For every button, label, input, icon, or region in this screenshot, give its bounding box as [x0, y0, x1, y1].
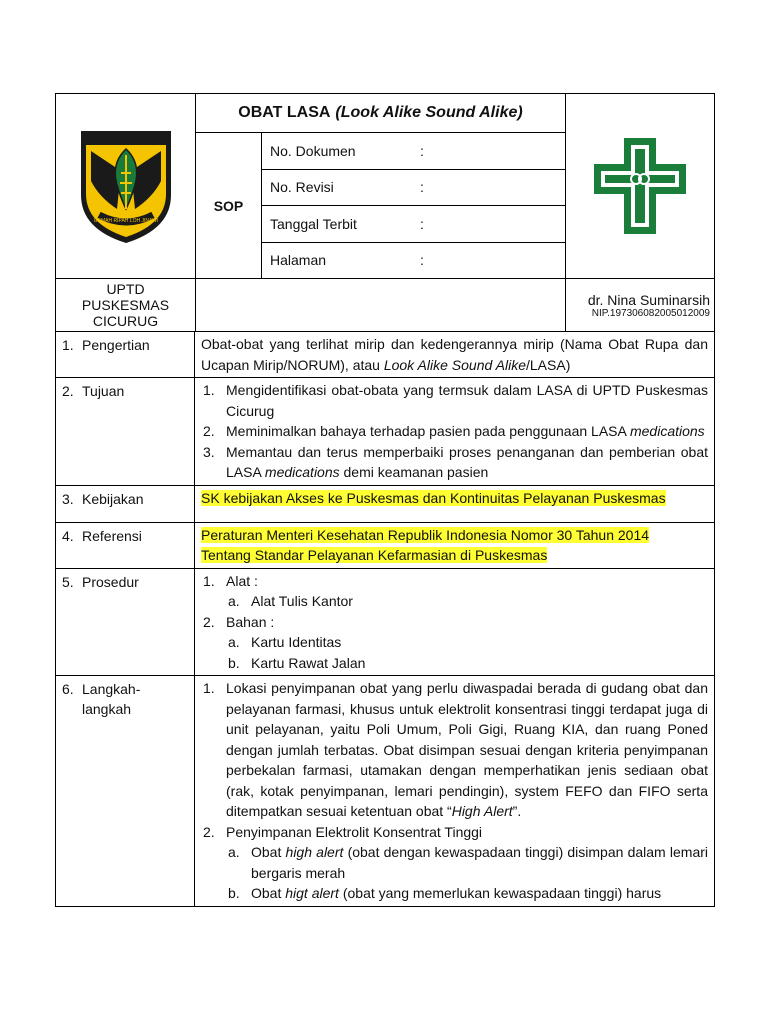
- list-text: [226, 678, 708, 822]
- list-item: [201, 612, 708, 633]
- section-content: [195, 523, 714, 568]
- title-main: OBAT LASA: [238, 104, 331, 121]
- signatory: [566, 279, 714, 331]
- uptd-name: [56, 279, 196, 331]
- crest-motto: GEMAH RIPAH LOH JINAWI: [93, 218, 158, 224]
- list-text: [226, 442, 708, 483]
- field-halaman: [262, 243, 565, 279]
- text-italic: higt alert: [285, 885, 339, 901]
- highlighted-text: Tentang Standar Pelayanan Kefarmasian di Puskesmas: [201, 547, 548, 563]
- list-marker: 1.: [203, 572, 215, 589]
- field-no-revisi: [262, 170, 565, 207]
- field-tanggal-terbit: [262, 206, 565, 243]
- title-italic: (Look Alike Sound Alike): [335, 104, 523, 121]
- section-content: [195, 486, 714, 522]
- list-text: Kartu Rawat Jalan: [251, 654, 366, 671]
- section-content: [195, 676, 714, 906]
- section-title: Tujuan: [82, 383, 125, 399]
- section-tujuan: [56, 377, 714, 485]
- list-text: Alat :: [226, 572, 258, 589]
- uptd-row: [56, 278, 714, 331]
- text-italic: Look Alike Sound Alike: [383, 356, 526, 373]
- list-text: [226, 421, 708, 442]
- section-title: Referensi: [82, 527, 142, 544]
- section-content: [195, 332, 714, 377]
- list-marker: 1.: [203, 382, 215, 398]
- left-logo-cell: [56, 94, 196, 278]
- list-text: Alat Tulis Kantor: [251, 593, 353, 609]
- document-title: [196, 94, 565, 133]
- list-text: Mengidentifikasi obat-obata yang termsuk dalam LASA di UPTD Puskesmas Cicurug: [226, 382, 708, 419]
- field-label: Halaman: [270, 252, 327, 269]
- right-logo-cell: [566, 94, 714, 278]
- section-pengertian: [56, 331, 714, 377]
- sop-label: SOP: [196, 133, 262, 278]
- text: (obat yang memerlukan kewaspadaan tinggi) harus: [338, 885, 662, 901]
- section-content: [195, 378, 714, 485]
- text: ”.: [512, 803, 522, 819]
- text: (obat dengan kewaspadaan tinggi) disimpan dalam lemari bergaris merah: [251, 844, 708, 881]
- header-row: [56, 94, 714, 278]
- section-label: [56, 378, 195, 485]
- field-sep: :: [420, 142, 424, 159]
- section-title-line: Langkah-: [82, 681, 141, 697]
- sop-block: [196, 133, 565, 278]
- puskesmas-cross-icon: [590, 134, 690, 238]
- section-referensi: [56, 522, 714, 568]
- section-content: [195, 569, 714, 676]
- list-marker: 2.: [203, 823, 215, 840]
- section-label: [56, 332, 195, 377]
- section-title: Pengertian: [82, 337, 150, 353]
- section-title: [82, 679, 140, 906]
- list-item: [201, 571, 708, 592]
- text: Meminimalkan bahaya terhadap pasien pada penggunaan LASA: [226, 423, 630, 439]
- field-label: No. Dokumen: [270, 142, 356, 159]
- section-number: 4.: [62, 527, 74, 544]
- section-kebijakan: [56, 485, 714, 522]
- text: Obat: [251, 844, 286, 860]
- list-item: [201, 822, 708, 843]
- section-title: Prosedur: [82, 573, 139, 590]
- field-sep: :: [420, 252, 424, 269]
- list-item: [201, 421, 708, 442]
- signatory-nip: NIP.197306082005012009: [591, 307, 710, 319]
- list-marker: a.: [228, 844, 240, 860]
- text: Obat-obat yang terlihat mirip dan kedengerannya mirip (Nama Obat Rupa dan Ucapan Mirip/NORUM), atau: [201, 336, 708, 373]
- text: Lokasi penyimpanan obat yang perlu diwaspadai berada di gudang obat dan pelayanan farmasi, khusus untuk elektrolit konsentrasi tinggi terdapat juga di unit pelayanan, yaitu Poli Umum, Poli Gigi, Ruang KIA, dan ruang Poned dengan jumlah terbatas. Obat disimpan sesuai dengan kriteria penyimpanan perbekalan farmasi, utamakan dengan memperhatikan jenis sediaan obat (rak, kotak penyimpanan, lemari pendingin), system FEFO dan FIFO serta ditempatkan sesuai ketentuan obat “: [226, 680, 708, 819]
- list-item: [201, 442, 708, 483]
- sop-fields: [262, 133, 565, 278]
- sub-list-item: [201, 842, 708, 883]
- field-label: Tanggal Terbit: [270, 215, 357, 232]
- text-italic: medications: [264, 464, 340, 480]
- list-text: Penyimpanan Elektrolit Konsentrat Tinggi: [226, 823, 483, 840]
- text-italic: High Alert: [451, 803, 513, 819]
- highlighted-text: Peraturan Menteri Kesehatan Republik Indonesia Nomor 30 Tahun 2014: [201, 526, 650, 543]
- uptd-line: UPTD: [106, 281, 145, 297]
- sop-document: [55, 93, 715, 907]
- list-marker: a.: [228, 634, 240, 650]
- field-sep: :: [420, 179, 424, 196]
- uptd-line: PUSKESMAS: [81, 297, 170, 313]
- list-text: [251, 842, 708, 883]
- section-label: [56, 676, 195, 906]
- sub-list-item: [201, 591, 708, 612]
- text-italic: medications: [629, 423, 705, 439]
- signatory-name: dr. Nina Suminarsih: [587, 291, 710, 308]
- field-label: No. Revisi: [270, 179, 334, 196]
- list-marker: 1.: [203, 680, 215, 696]
- list-marker: b.: [228, 654, 240, 671]
- field-no-dokumen: [262, 133, 565, 170]
- section-label: [56, 486, 195, 522]
- list-text: Bahan :: [226, 613, 275, 630]
- section-prosedur: [56, 568, 714, 676]
- list-item: [201, 380, 708, 421]
- list-item: [201, 678, 708, 822]
- section-title: Kebijakan: [82, 490, 144, 507]
- section-number: 5.: [62, 573, 74, 590]
- text: demi keamanan pasien: [339, 464, 489, 480]
- text: Memantau dan terus memperbaiki proses penanganan dan pemberian obat LASA: [226, 443, 708, 480]
- list-text: [251, 883, 708, 904]
- header-middle: [196, 94, 566, 278]
- section-number: 3.: [62, 490, 74, 507]
- sub-list-item: [201, 632, 708, 653]
- section-number: 6.: [62, 681, 74, 697]
- text-italic: high alert: [285, 844, 344, 860]
- section-label: [56, 523, 195, 568]
- list-marker: 2.: [203, 613, 215, 630]
- highlighted-text: SK kebijakan Akses ke Puskesmas dan Kontinuitas Pelayanan Puskesmas: [201, 489, 666, 506]
- section-label: [56, 569, 195, 676]
- list-text: Kartu Identitas: [251, 634, 342, 650]
- list-marker: a.: [228, 593, 240, 609]
- section-title-line: langkah: [82, 701, 132, 717]
- section-number: 1.: [62, 337, 74, 353]
- list-marker: 3.: [203, 443, 215, 460]
- section-number: 2.: [62, 383, 74, 399]
- text: Obat: [251, 885, 286, 901]
- kabupaten-crest-icon: [77, 125, 175, 247]
- list-marker: b.: [228, 885, 240, 901]
- text: /LASA): [526, 356, 571, 373]
- list-marker: 2.: [203, 423, 215, 439]
- uptd-line: CICURUG: [92, 313, 159, 329]
- sub-list-item: [201, 653, 708, 674]
- uptd-blank: [196, 279, 566, 331]
- section-langkah: [56, 675, 714, 906]
- sub-list-item: [201, 883, 708, 904]
- field-sep: :: [420, 215, 424, 232]
